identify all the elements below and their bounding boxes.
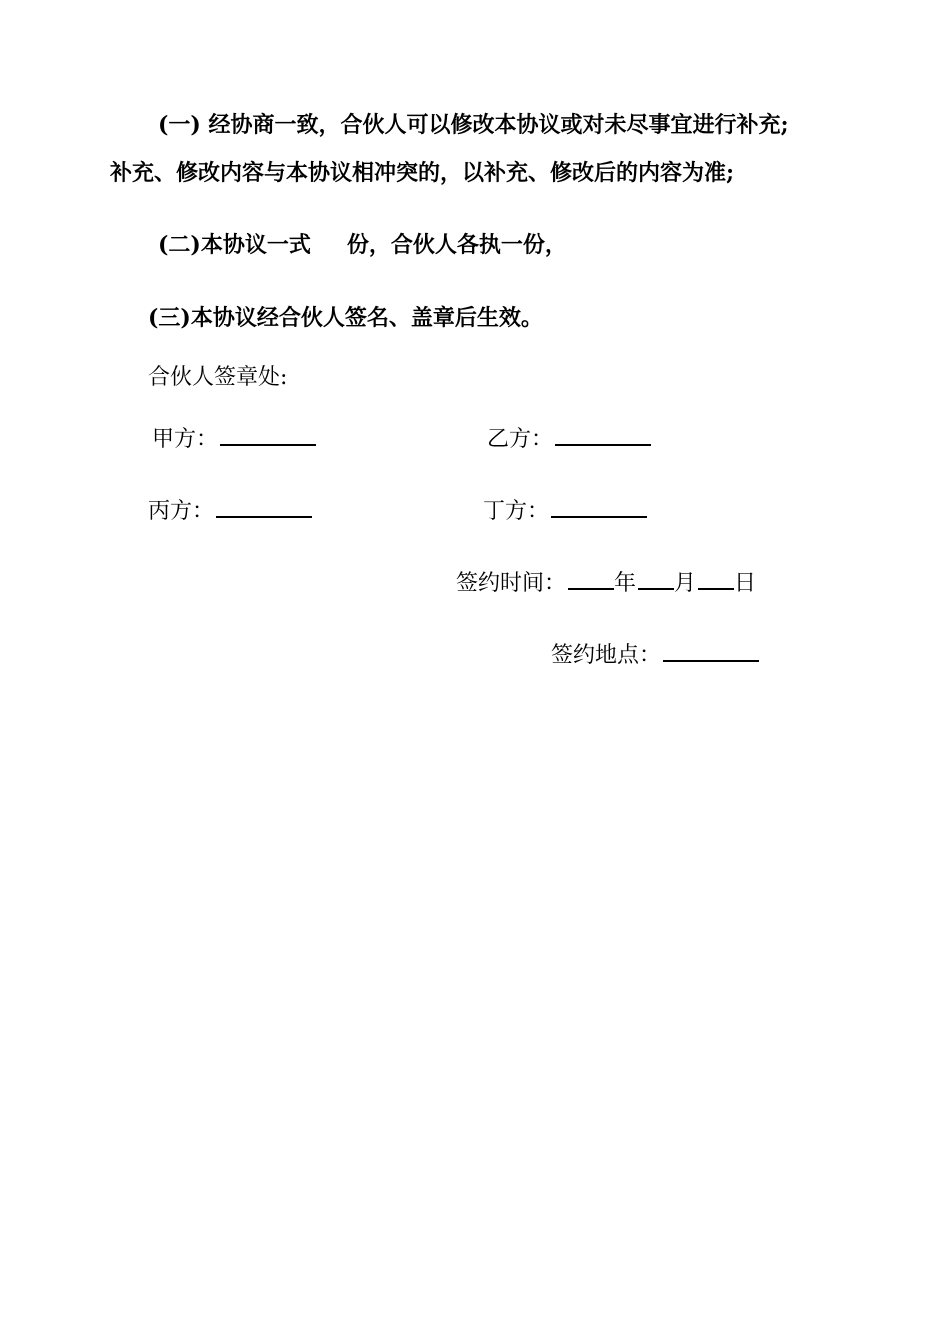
clause-2-text-before: 本协议一式 <box>200 232 311 258</box>
clause-1-line-1 <box>158 110 789 140</box>
party-b-blank <box>555 422 651 446</box>
party-a-blank <box>220 422 316 446</box>
clause-3 <box>148 303 543 333</box>
clause-2-marker: (二) <box>158 232 201 258</box>
party-d-signature <box>483 494 647 527</box>
signing-place <box>551 638 759 671</box>
signing-time-label: 签约时间： <box>456 571 567 596</box>
party-a-label: 甲方： <box>152 427 219 452</box>
party-c-label: 丙方： <box>148 499 215 524</box>
year-label: 年 <box>614 571 637 596</box>
clause-1-marker: (一) <box>158 112 201 138</box>
month-label: 月 <box>674 571 697 596</box>
signature-heading: 合伙人签章处: <box>148 365 288 390</box>
clause-1-text: 经协商一致，合伙人可以修改本协议或对未尽事宜进行补充; <box>200 112 789 138</box>
day-blank <box>698 566 734 590</box>
clause-2-text-after: 份，合伙人各执一份， <box>346 232 567 258</box>
party-b-label: 乙方： <box>487 427 554 452</box>
clause-3-text: 本协议经合伙人签名、盖章后生效。 <box>190 305 543 331</box>
clause-1-line-2: 补充、修改内容与本协议相冲突的，以补充、修改后的内容为准; <box>110 160 735 186</box>
year-blank <box>568 566 614 590</box>
clause-2 <box>158 230 567 260</box>
party-d-blank <box>551 494 647 518</box>
party-d-label: 丁方： <box>483 499 550 524</box>
signing-time <box>456 566 756 599</box>
party-a-signature <box>152 422 316 455</box>
day-label: 日 <box>734 571 757 596</box>
party-c-signature <box>148 494 312 527</box>
signing-place-label: 签约地点： <box>551 643 662 668</box>
clause-3-marker: (三) <box>148 305 191 331</box>
party-b-signature <box>487 422 651 455</box>
signing-place-blank <box>663 638 759 662</box>
party-c-blank <box>216 494 312 518</box>
month-blank <box>638 566 674 590</box>
